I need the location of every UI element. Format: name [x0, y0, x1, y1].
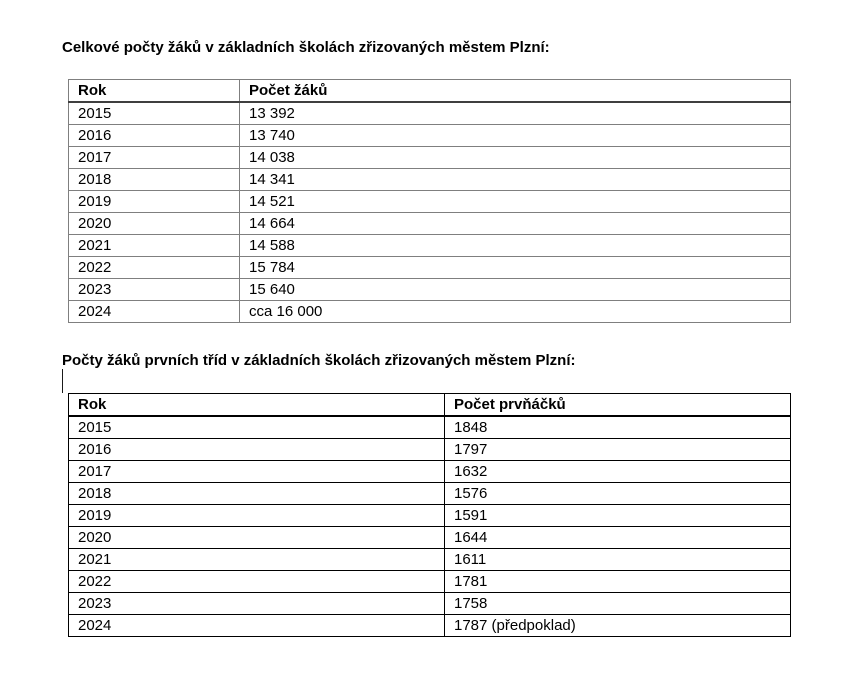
- table-cell: 14 341: [240, 169, 791, 191]
- table-row: [69, 235, 791, 257]
- table-cell: 1758: [445, 593, 791, 615]
- table-cell: 2019: [69, 505, 445, 527]
- table-cell: 15 784: [240, 257, 791, 279]
- table-row: [69, 593, 791, 615]
- table-cell: 1781: [445, 571, 791, 593]
- table-cell: 2019: [69, 191, 240, 213]
- table-row: [69, 615, 791, 637]
- table-cell: 2021: [69, 235, 240, 257]
- table-row: [69, 439, 791, 461]
- table-cell: 2017: [69, 147, 240, 169]
- table-cell: 2021: [69, 549, 445, 571]
- table-row: [69, 191, 791, 213]
- table-cell: 2024: [69, 301, 240, 323]
- table-cell: 1848: [445, 416, 791, 439]
- table-cell: cca 16 000: [240, 301, 791, 323]
- table-cell: 1797: [445, 439, 791, 461]
- total-pupils-table: [68, 79, 791, 323]
- table-cell: 14 664: [240, 213, 791, 235]
- table-row: [69, 102, 791, 125]
- table-body: [69, 102, 791, 323]
- table-row: [69, 505, 791, 527]
- table-body: [69, 416, 791, 637]
- table-row: [69, 213, 791, 235]
- table-row: [69, 571, 791, 593]
- table-cell: 2022: [69, 571, 445, 593]
- column-header: Rok: [69, 394, 445, 417]
- first-graders-table: [68, 393, 791, 637]
- table-row: [69, 169, 791, 191]
- table-cell: 2015: [69, 102, 240, 125]
- table-cell: 2024: [69, 615, 445, 637]
- table-cell: 2023: [69, 279, 240, 301]
- table-header-row: [69, 394, 791, 417]
- table-cell: 2015: [69, 416, 445, 439]
- table-head: [69, 394, 791, 417]
- table-cell: 14 588: [240, 235, 791, 257]
- table-row: [69, 416, 791, 439]
- table-row: [69, 549, 791, 571]
- section-title-total-pupils: Celkové počty žáků v základních školách zřizovaných městem Plzní:: [62, 39, 550, 56]
- table-cell: 2022: [69, 257, 240, 279]
- table-cell: 2020: [69, 213, 240, 235]
- table-cell: 2018: [69, 483, 445, 505]
- table-row: [69, 483, 791, 505]
- column-header: Počet žáků: [240, 80, 791, 103]
- table-cell: 1787 (předpoklad): [445, 615, 791, 637]
- text-cursor-mark: [62, 369, 63, 393]
- table-header-row: [69, 80, 791, 103]
- table-cell: 2020: [69, 527, 445, 549]
- table-cell: 2023: [69, 593, 445, 615]
- table-cell: 1576: [445, 483, 791, 505]
- table-row: [69, 279, 791, 301]
- table-cell: 1644: [445, 527, 791, 549]
- table-row: [69, 257, 791, 279]
- table-cell: 15 640: [240, 279, 791, 301]
- table-cell: 1591: [445, 505, 791, 527]
- table-cell: 1632: [445, 461, 791, 483]
- table-cell: 1611: [445, 549, 791, 571]
- table-cell: 2016: [69, 439, 445, 461]
- table-cell: 13 392: [240, 102, 791, 125]
- column-header: Rok: [69, 80, 240, 103]
- table-cell: 2018: [69, 169, 240, 191]
- table-head: [69, 80, 791, 103]
- table-row: [69, 147, 791, 169]
- column-header: Počet prvňáčků: [445, 394, 791, 417]
- table-cell: 2017: [69, 461, 445, 483]
- table-cell: 14 521: [240, 191, 791, 213]
- table-cell: 2016: [69, 125, 240, 147]
- table-row: [69, 527, 791, 549]
- table-row: [69, 301, 791, 323]
- table-cell: 13 740: [240, 125, 791, 147]
- table-row: [69, 461, 791, 483]
- table-row: [69, 125, 791, 147]
- table-cell: 14 038: [240, 147, 791, 169]
- section-title-first-graders: Počty žáků prvních tříd v základních školách zřizovaných městem Plzní:: [62, 352, 576, 369]
